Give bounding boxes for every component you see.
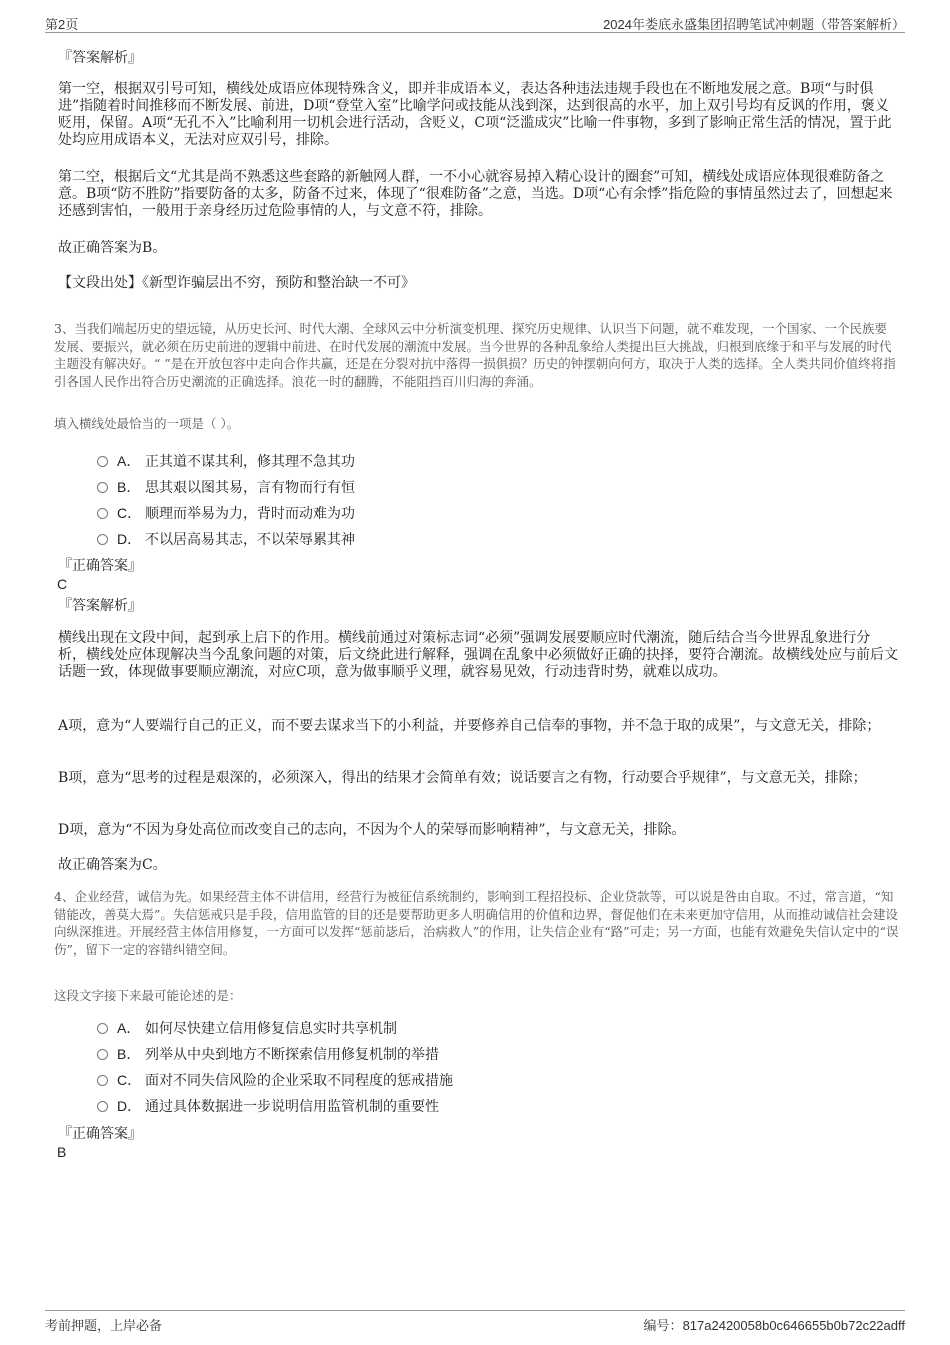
option-c[interactable] [97,503,355,523]
option-key: C． [117,1072,142,1088]
radio-icon[interactable] [97,1075,108,1086]
document-title: 2024年娄底永盛集团招聘笔试冲刺题（带答案解析） [603,17,905,32]
analysis-paragraph: A项，意为“人要端行自己的正义，而不要去谋求当下的小利益，并要修养自己信奉的事物，并不急于取的成果”，与文意无关，排除； [58,718,881,734]
analysis-label: 『答案解析』 [58,598,142,614]
option-c[interactable] [97,1070,453,1090]
option-text: 如何尽快建立信用修复信息实时共享机制 [145,1021,397,1037]
correct-answer-label: 『正确答案』 [58,1126,142,1142]
source-citation: 【文段出处】《新型诈骗层出不穷，预防和整治缺一不可》 [58,275,415,291]
option-d[interactable] [97,1096,439,1116]
radio-icon[interactable] [97,1023,108,1034]
option-text: 正其道不谋其利，修其理不急其功 [145,454,355,470]
option-text: 不以居高易其志，不以荣辱累其神 [145,532,355,548]
option-text: 顺理而举易为力，背时而动难为功 [145,506,355,522]
analysis-paragraph: B项，意为“思考的过程是艰深的，必须深入，得出的结果才会简单有效；说话要言之有物，行动要合乎规律”，与文意无关，排除； [58,770,867,786]
footer-slogan: 考前押题，上岸必备 [45,1319,163,1334]
analysis-label: 『答案解析』 [58,50,142,66]
option-key: D． [117,531,142,547]
radio-icon[interactable] [97,1101,108,1112]
question-prompt: 这段文字接下来最可能论述的是： [54,988,242,1003]
option-key: A． [117,453,141,469]
question-prompt: 填入横线处最恰当的一项是（ ）。 [54,416,240,431]
page-number: 第2页 [45,17,79,32]
option-key: B． [117,479,141,495]
correct-answer: C [57,576,68,592]
radio-icon[interactable] [97,1049,108,1060]
option-key: C． [117,505,142,521]
correct-answer: B [57,1144,67,1160]
analysis-conclusion: 故正确答案为C。 [58,857,167,873]
option-text: 列举从中央到地方不断探索信用修复机制的举措 [145,1047,439,1063]
analysis-paragraph: 第一空，根据双引号可知，横线处成语应体现特殊含义，即并非成语本义，表达各种违法违规手段也在不断地发展之意。B项“与时俱进”指随着时间推移而不断发展、前进，D项“登堂入室”比喻学问或技能从浅到深，达到很高的水平，加上双引号均有反讽的作用，褒义贬用，保留。A项“无孔不入”比喻利用一切机会进行活动，含贬义，C项“泛滥成灾”比喻一件事物，多到了影响正常生活的情况，置于此处均应用成语本义，无法对应双引号，排除。 [58,81,892,148]
option-text: 面对不同失信风险的企业采取不同程度的惩戒措施 [145,1073,453,1089]
code-value: 817a2420058b0c646655b0b72c22adff [682,1318,905,1333]
option-key: B． [117,1046,141,1062]
option-d[interactable] [97,529,355,549]
question-stem: 3、当我们端起历史的望远镜，从历史长河、时代大潮、全球风云中分析演变机理、探究历史规律、认识当下问题，就不难发现，一个国家、一个民族要发展、要振兴，就必须在历史前进的逻辑中前进、在时代发展的潮流中发展。当今世界的各种乱象给人类提出巨大挑战，归根到底缘于和平与发展的时代主题没有解决好。“ ”是在开放包容中走向合作共赢，还是在分裂对抗中落得一损俱损？历史的钟摆朝向何方，取决于人类的选择。全人类共同价值终将指引各国人民作出符合历史潮流的正确选择。浪花一时的翻腾，不能阻挡百川归海的奔涌。 [54,321,896,389]
analysis-paragraph: D项，意为“不因为身处高位而改变自己的志向，不因为个人的荣辱而影响精神”，与文意无关，排除。 [58,822,686,838]
radio-icon[interactable] [97,456,108,467]
radio-icon[interactable] [97,534,108,545]
option-b[interactable] [97,477,355,497]
radio-icon[interactable] [97,482,108,493]
analysis-paragraph: 横线出现在文段中间，起到承上启下的作用。横线前通过对策标志词“必须”强调发展要顺应时代潮流，随后结合当今世界乱象进行分析，横线处应体现解决当今乱象问题的对策，后文绕此进行解释，强调在乱象中必须做好正确的抉择，要符合潮流。故横线处应与前后文话题一致，体现做事要顺应潮流，对应C项，意为做事顺乎义理，就容易见效，行动违背时势，就难以成功。 [58,630,898,680]
document-code [644,1315,905,1334]
option-a[interactable] [97,451,355,471]
page-header [45,14,905,33]
option-a[interactable] [97,1018,397,1038]
option-text: 思其艰以图其易，言有物而行有恒 [145,480,355,496]
option-b[interactable] [97,1044,439,1064]
analysis-paragraph: 第二空，根据后文“尤其是尚不熟悉这些套路的新触网人群，一不小心就容易掉入精心设计的圈套”可知，横线处成语应体现很难防备之意。B项“防不胜防”指要防备的太多，防备不过来，体现了“很难防备”之意，当选。D项“心有余悸”指危险的事情虽然过去了，回想起来还感到害怕，一般用于亲身经历过危险事情的人，与文意不符，排除。 [58,169,893,219]
analysis-conclusion: 故正确答案为B。 [58,240,167,256]
question-stem: 4、企业经营，诚信为先。如果经营主体不讲信用，经营行为被征信系统制约，影响到工程招投标、企业贷款等，可以说是咎由自取。不过，常言道，“知错能改，善莫大焉”。失信惩戒只是手段，信用监管的目的还是要帮助更多人明确信用的价值和边界，督促他们在未来更加守信用，从而推动诚信社会建设向纵深推进。开展经营主体信用修复，一方面可以发挥“惩前毖后，治病救人”的作用，让失信企业有“路”可走；另一方面，也能有效避免失信认定中的“误伤”，留下一定的容错纠错空间。 [54,889,899,957]
code-label: 编号： [643,1319,683,1334]
option-text: 通过具体数据进一步说明信用监管机制的重要性 [145,1099,439,1115]
correct-answer-label: 『正确答案』 [58,558,142,574]
page-footer [45,1310,905,1333]
radio-icon[interactable] [97,508,108,519]
option-key: A． [117,1020,141,1036]
option-key: D． [117,1098,142,1114]
